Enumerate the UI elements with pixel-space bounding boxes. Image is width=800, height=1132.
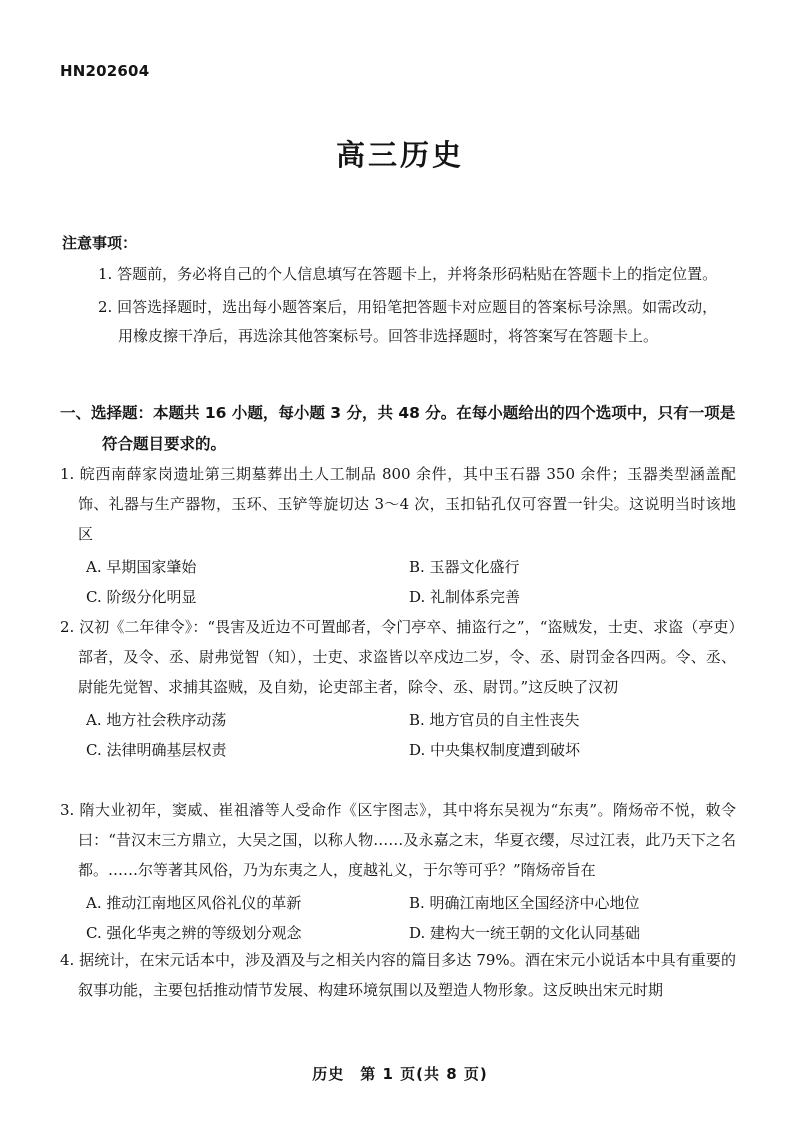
option-c: C. 强化华夷之辨的等级划分观念 [86, 924, 302, 942]
question-stem: 1. 皖西南薛家岗遗址第三期墓葬出土人工制品 800 余件，其中玉石器 350 余件；玉器类型涵盖配饰、礼器与生产器物，玉环、玉铲等旋切达 3～4 次，玉扣钻孔仅可容置一针尖。这说明当时该地区 [60, 465, 736, 543]
option-b: B. 地方官员的自主性丧失 [409, 711, 580, 729]
page-footer: 历史 第 1 页(共 8 页) [312, 1065, 488, 1083]
option-d: D. 中央集权制度遭到破坏 [409, 741, 581, 759]
question-2 [60, 612, 736, 765]
option-b: B. 明确江南地区全国经济中心地位 [409, 894, 640, 912]
question-stem: 4. 据统计，在宋元话本中，涉及酒及与之相关内容的篇目多达 79%。酒在宋元小说话本中具有重要的叙事功能，主要包括推动情节发展、构建环境氛围以及塑造人物形象。这反映出宋元时期 [60, 951, 736, 999]
option-list [60, 888, 736, 948]
option-list [60, 705, 736, 765]
notes-heading: 注意事项： [62, 234, 138, 252]
option-a: A. 地方社会秩序动荡 [86, 711, 227, 729]
note-item: 2. 回答选择题时，选出每小题答案后，用铅笔把答题卡对应题目的答案标号涂黑。如需改动，用橡皮擦干净后，再选涂其他答案标号。回答非选择题时，将答案写在答题卡上。 [98, 298, 718, 345]
question-4 [60, 945, 736, 1005]
option-d: D. 建构大一统王朝的文化认同基础 [409, 924, 641, 942]
question-stem: 3. 隋大业初年，窦威、崔祖濬等人受命作《区宇图志》，其中将东吴视为“东夷”。隋炀帝不悦，敕令曰：“昔汉末三方鼎立，大吴之国，以称人物……及永嘉之末，华夏衣缨，尽过江表，此乃天下之名都。……尔等著其风俗，乃为东夷之人，度越礼义，于尔等可乎？”隋炀帝旨在 [60, 801, 736, 879]
section-heading-line: 一、选择题：本题共 16 小题，每小题 3 分，共 48 分。在每小题给出的四个选项中，只有一项是 [60, 404, 736, 422]
section-heading [60, 398, 750, 460]
option-b: B. 玉器文化盛行 [409, 558, 520, 576]
option-c: C. 阶级分化明显 [86, 588, 197, 606]
option-c: C. 法律明确基层权责 [86, 741, 227, 759]
question-3 [60, 795, 736, 948]
note-item: 1. 答题前，务必将自己的个人信息填写在答题卡上，并将条形码粘贴在答题卡上的指定位置。 [98, 265, 718, 283]
question-stem: 2. 汉初《二年律令》：“畏害及近边不可置邮者，令门亭卒、捕盗行之”，“盗贼发，士吏、求盗（亭吏）部者，及令、丞、尉弗觉智（知），士吏、求盗皆以卒戍边二岁，令、丞、尉罚金各四两。令、丞、尉能先觉智、求捕其盗贼，及自劾，论吏部主者，除令、丞、尉罚。”这反映了汉初 [60, 618, 736, 696]
page-title: 高三历史 [335, 138, 464, 172]
option-list [60, 552, 736, 612]
notes-block [62, 232, 742, 355]
option-a: A. 推动江南地区风俗礼仪的革新 [86, 894, 302, 912]
section-heading-line: 符合题目要求的。 [102, 435, 227, 453]
option-d: D. 礼制体系完善 [409, 588, 521, 606]
option-a: A. 早期国家肇始 [86, 558, 197, 576]
exam-code: HN202604 [60, 62, 150, 80]
question-1 [60, 459, 736, 612]
